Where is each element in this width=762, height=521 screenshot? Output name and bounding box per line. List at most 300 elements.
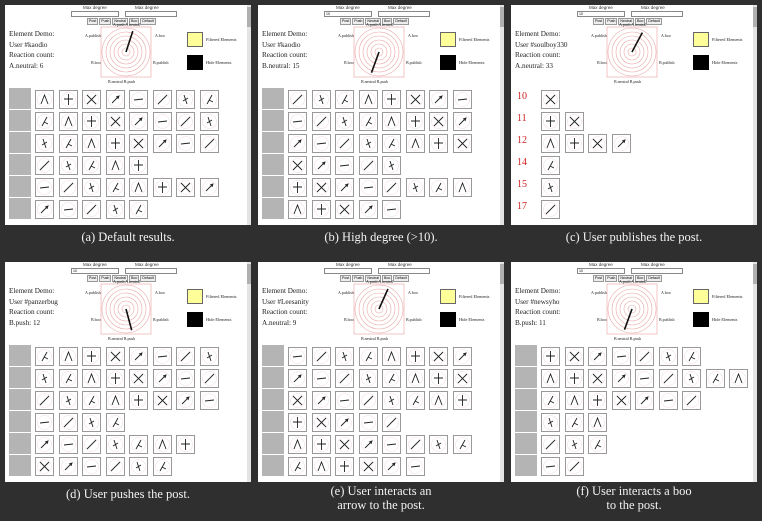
reaction-glyph-icon (60, 179, 77, 196)
reaction-glyph-cell[interactable] (359, 435, 378, 454)
reaction-glyph-cell[interactable] (312, 347, 331, 366)
hide-elements-swatch (187, 312, 203, 327)
reaction-glyph-icon (130, 436, 147, 453)
reaction-glyph-cell[interactable] (288, 457, 307, 476)
reaction-glyph-cell[interactable] (382, 200, 401, 219)
reaction-glyph-cell[interactable] (59, 347, 78, 366)
reaction-glyph-cell[interactable] (59, 457, 78, 476)
reaction-glyph-icon (683, 370, 700, 387)
reaction-glyph-cell[interactable] (129, 134, 148, 153)
grid-row (9, 345, 243, 367)
reaction-glyph-cell[interactable] (176, 178, 195, 197)
reaction-glyph-cell[interactable] (129, 369, 148, 388)
scrollbar[interactable] (500, 5, 504, 225)
filter-button-default[interactable]: Default (142, 276, 154, 280)
scrollbar[interactable] (753, 262, 757, 482)
scrollbar[interactable] (500, 262, 504, 482)
min-degree-input[interactable]: 10 (71, 268, 119, 274)
reaction-glyph-cell[interactable] (453, 112, 472, 131)
reaction-glyph-cell[interactable] (82, 134, 101, 153)
reaction-glyph-cell[interactable] (129, 90, 148, 109)
reaction-glyph-cell[interactable] (565, 347, 584, 366)
reaction-glyph-cell[interactable] (82, 156, 101, 175)
reaction-glyph-cell[interactable] (453, 134, 472, 153)
reaction-glyph-cell[interactable] (382, 413, 401, 432)
reaction-glyph-cell[interactable] (565, 369, 584, 388)
reaction-glyph-icon (383, 135, 400, 152)
grid-row (515, 132, 749, 154)
min-degree-input[interactable] (71, 11, 119, 17)
reaction-glyph-cell[interactable] (59, 178, 78, 197)
reaction-glyph-cell[interactable] (453, 347, 472, 366)
reaction-glyph-cell[interactable] (153, 391, 172, 410)
reaction-glyph-cell[interactable] (312, 156, 331, 175)
filter-button-default[interactable]: Default (648, 19, 660, 23)
reaction-glyph-cell[interactable] (406, 435, 425, 454)
max-degree-input[interactable] (125, 11, 177, 17)
filter-button-boo[interactable]: Boo (384, 19, 391, 23)
filter-button-default[interactable]: Default (395, 19, 407, 23)
reaction-glyph-cell[interactable] (588, 391, 607, 410)
filter-button-push[interactable]: Push (607, 19, 616, 23)
reaction-glyph-icon (454, 370, 471, 387)
max-degree-input[interactable] (378, 268, 430, 274)
reaction-glyph-cell[interactable] (288, 156, 307, 175)
filter-button-boo[interactable]: Boo (131, 19, 138, 23)
filter-button-post[interactable]: Post (595, 19, 603, 23)
filter-button-post[interactable]: Post (342, 276, 350, 280)
reaction-glyph-cell[interactable] (335, 112, 354, 131)
reaction-glyph-cell[interactable] (288, 413, 307, 432)
reaction-glyph-cell[interactable] (453, 90, 472, 109)
reaction-glyph-cell[interactable] (312, 90, 331, 109)
reaction-glyph-cell[interactable] (541, 156, 560, 175)
reaction-glyph-cell[interactable] (82, 457, 101, 476)
filter-button-neutral[interactable]: Neutral (620, 276, 632, 280)
reaction-glyph-cell[interactable] (541, 347, 560, 366)
reaction-glyph-cell[interactable] (129, 435, 148, 454)
reaction-glyph-cell[interactable] (588, 134, 607, 153)
reaction-glyph-cell[interactable] (82, 369, 101, 388)
reaction-glyph-cell[interactable] (200, 178, 219, 197)
max-degree-label: Max degree (641, 262, 665, 267)
reaction-glyph-cell[interactable] (635, 391, 654, 410)
reaction-glyph-cell[interactable] (335, 347, 354, 366)
max-degree-input[interactable] (631, 268, 683, 274)
filter-button-default[interactable]: Default (395, 276, 407, 280)
min-degree-input[interactable] (324, 268, 372, 274)
reaction-glyph-cell[interactable] (429, 347, 448, 366)
reaction-glyph-cell[interactable] (312, 178, 331, 197)
reaction-glyph-cell[interactable] (59, 369, 78, 388)
reaction-glyph-cell[interactable] (129, 156, 148, 175)
filter-button-default[interactable]: Default (142, 19, 154, 23)
reaction-glyph-cell[interactable] (588, 413, 607, 432)
reaction-glyph-cell[interactable] (359, 413, 378, 432)
reaction-glyph-cell[interactable] (106, 90, 125, 109)
reaction-glyph-icon (336, 91, 353, 108)
reaction-glyph-cell[interactable] (35, 435, 54, 454)
reaction-glyph-cell[interactable] (200, 112, 219, 131)
reaction-glyph-cell[interactable] (153, 90, 172, 109)
reaction-glyph-cell[interactable] (82, 200, 101, 219)
reaction-glyph-cell[interactable] (129, 112, 148, 131)
reaction-glyph-cell[interactable] (406, 178, 425, 197)
reaction-glyph-cell[interactable] (453, 369, 472, 388)
reaction-glyph-cell[interactable] (359, 391, 378, 410)
reaction-glyph-cell[interactable] (541, 134, 560, 153)
reaction-glyph-cell[interactable] (359, 200, 378, 219)
reaction-glyph-icon (60, 135, 77, 152)
reaction-glyph-cell[interactable] (106, 435, 125, 454)
reaction-glyph-icon (177, 348, 194, 365)
reaction-glyph-cell[interactable] (406, 90, 425, 109)
filter-button-post[interactable]: Post (595, 276, 603, 280)
reaction-glyph-cell[interactable] (82, 112, 101, 131)
reaction-glyph-cell[interactable] (35, 156, 54, 175)
reaction-glyph-cell[interactable] (312, 134, 331, 153)
reaction-glyph-cell[interactable] (200, 134, 219, 153)
reaction-glyph-cell[interactable] (59, 200, 78, 219)
reaction-glyph-cell[interactable] (541, 369, 560, 388)
reaction-glyph-cell[interactable] (382, 178, 401, 197)
reaction-glyph-cell[interactable] (82, 90, 101, 109)
reaction-glyph-cell[interactable] (406, 369, 425, 388)
filter-button-neutral[interactable]: Neutral (367, 276, 379, 280)
reaction-glyph-cell[interactable] (359, 90, 378, 109)
reaction-glyph-cell[interactable] (382, 391, 401, 410)
reaction-glyph-cell[interactable] (153, 178, 172, 197)
reaction-glyph-cell[interactable] (153, 457, 172, 476)
reaction-glyph-cell[interactable] (288, 200, 307, 219)
reaction-glyph-cell[interactable] (288, 134, 307, 153)
filter-button-push[interactable]: Push (607, 276, 616, 280)
reaction-glyph-cell[interactable] (359, 369, 378, 388)
filter-button-default[interactable]: Default (648, 276, 660, 280)
reaction-glyph-cell[interactable] (106, 200, 125, 219)
scrollbar[interactable] (247, 262, 251, 482)
reaction-glyph-cell[interactable] (382, 435, 401, 454)
reaction-glyph-cell[interactable] (59, 413, 78, 432)
radar-label-b-publish: B.publish (406, 60, 422, 65)
reaction-glyph-cell[interactable] (588, 347, 607, 366)
reaction-glyph-cell[interactable] (35, 90, 54, 109)
element-grid (9, 88, 243, 220)
filter-button-neutral[interactable]: Neutral (367, 19, 379, 23)
filter-button-neutral[interactable]: Neutral (620, 19, 632, 23)
reaction-glyph-cell[interactable] (382, 134, 401, 153)
reaction-glyph-cell[interactable] (153, 369, 172, 388)
filter-button-push[interactable]: Push (101, 276, 110, 280)
reaction-glyph-cell[interactable] (635, 347, 654, 366)
reaction-glyph-cell[interactable] (200, 369, 219, 388)
reaction-glyph-cell[interactable] (453, 178, 472, 197)
reaction-glyph-cell[interactable] (312, 391, 331, 410)
reaction-glyph-cell[interactable] (429, 391, 448, 410)
reaction-glyph-cell[interactable] (176, 391, 195, 410)
reaction-glyph-cell[interactable] (359, 178, 378, 197)
reaction-glyph-cell[interactable] (588, 369, 607, 388)
reaction-glyph-cell[interactable] (541, 457, 560, 476)
reaction-glyph-cell[interactable] (129, 347, 148, 366)
filter-button-boo[interactable]: Boo (384, 276, 391, 280)
reaction-glyph-cell[interactable] (35, 413, 54, 432)
reaction-glyph-cell[interactable] (382, 369, 401, 388)
reaction-glyph-cell[interactable] (335, 134, 354, 153)
reaction-glyph-cell[interactable] (406, 112, 425, 131)
min-degree-input[interactable]: 10 (324, 11, 372, 17)
filter-button-neutral[interactable]: Neutral (114, 19, 126, 23)
reaction-glyph-cell[interactable] (335, 391, 354, 410)
reaction-glyph-cell[interactable] (453, 435, 472, 454)
reaction-glyph-cell[interactable] (35, 347, 54, 366)
reaction-glyph-cell[interactable] (288, 178, 307, 197)
reaction-glyph-cell[interactable] (429, 178, 448, 197)
reaction-glyph-cell[interactable] (312, 435, 331, 454)
element-grid (262, 345, 496, 477)
reaction-glyph-cell[interactable] (635, 369, 654, 388)
reaction-glyph-cell[interactable] (35, 200, 54, 219)
filter-button-boo[interactable]: Boo (637, 276, 644, 280)
reaction-glyph-cell[interactable] (106, 112, 125, 131)
filter-button-push[interactable]: Push (101, 19, 110, 23)
reaction-glyph-icon (454, 135, 471, 152)
reaction-glyph-cell[interactable] (406, 457, 425, 476)
reaction-glyph-cell[interactable] (176, 435, 195, 454)
reaction-glyph-cell[interactable] (565, 435, 584, 454)
reaction-glyph-cell[interactable] (541, 391, 560, 410)
scrollbar[interactable] (753, 5, 757, 225)
reaction-glyph-cell[interactable] (541, 90, 560, 109)
element-demo-title: Element Demo: (9, 30, 55, 38)
reaction-glyph-cell[interactable] (129, 391, 148, 410)
reaction-glyph-icon (201, 113, 218, 130)
reaction-glyph-cell[interactable] (82, 391, 101, 410)
reaction-glyph-cell[interactable] (312, 112, 331, 131)
reaction-glyph-cell[interactable] (335, 156, 354, 175)
reaction-glyph-cell[interactable] (359, 457, 378, 476)
max-degree-input[interactable] (125, 268, 177, 274)
max-degree-input[interactable] (631, 11, 683, 17)
reaction-glyph-cell[interactable] (59, 112, 78, 131)
reaction-glyph-cell[interactable] (153, 347, 172, 366)
reaction-glyph-cell[interactable] (429, 90, 448, 109)
reaction-glyph-cell[interactable] (153, 134, 172, 153)
reaction-glyph-cell[interactable] (406, 391, 425, 410)
reaction-glyph-cell[interactable] (106, 347, 125, 366)
reaction-glyph-icon (383, 113, 400, 130)
reaction-glyph-cell[interactable] (82, 347, 101, 366)
reaction-glyph-cell[interactable] (35, 178, 54, 197)
reaction-glyph-icon (60, 113, 77, 130)
reaction-glyph-cell[interactable] (106, 156, 125, 175)
reaction-glyph-cell[interactable] (59, 156, 78, 175)
reaction-glyph-cell[interactable] (565, 391, 584, 410)
reaction-glyph-cell[interactable] (82, 435, 101, 454)
min-degree-input[interactable]: 10 (577, 268, 625, 274)
reaction-glyph-cell[interactable] (453, 391, 472, 410)
reaction-glyph-cell[interactable] (59, 134, 78, 153)
filter-button-post[interactable]: Post (342, 19, 350, 23)
reaction-glyph-cell[interactable] (382, 112, 401, 131)
reaction-glyph-cell[interactable] (288, 112, 307, 131)
reaction-glyph-cell[interactable] (312, 200, 331, 219)
reaction-glyph-cell[interactable] (59, 391, 78, 410)
reaction-glyph-cell[interactable] (288, 435, 307, 454)
filter-button-neutral[interactable]: Neutral (114, 276, 126, 280)
reaction-glyph-cell[interactable] (659, 369, 678, 388)
reaction-glyph-cell[interactable] (659, 391, 678, 410)
grid-row (262, 176, 496, 198)
reaction-glyph-cell[interactable] (312, 457, 331, 476)
reaction-glyph-cell[interactable] (706, 369, 725, 388)
reaction-glyph-cell[interactable] (288, 369, 307, 388)
reaction-glyph-cell[interactable] (200, 347, 219, 366)
reaction-glyph-icon (60, 392, 77, 409)
grid-row (262, 389, 496, 411)
reaction-glyph-cell[interactable] (429, 112, 448, 131)
reaction-glyph-cell[interactable] (288, 347, 307, 366)
reaction-glyph-cell[interactable] (359, 112, 378, 131)
reaction-glyph-cell[interactable] (59, 90, 78, 109)
reaction-glyph-cell[interactable] (612, 347, 631, 366)
reaction-glyph-cell[interactable] (200, 391, 219, 410)
reaction-glyph-icon (383, 91, 400, 108)
reaction-glyph-cell[interactable] (612, 369, 631, 388)
reaction-glyph-cell[interactable] (682, 347, 701, 366)
reaction-glyph-cell[interactable] (612, 134, 631, 153)
reaction-glyph-icon (383, 201, 400, 218)
reaction-glyph-icon (360, 179, 377, 196)
reaction-glyph-cell[interactable] (335, 178, 354, 197)
reaction-glyph-cell[interactable] (406, 347, 425, 366)
reaction-glyph-cell[interactable] (682, 369, 701, 388)
reaction-glyph-cell[interactable] (541, 178, 560, 197)
reaction-glyph-cell[interactable] (288, 391, 307, 410)
reaction-glyph-cell[interactable] (335, 200, 354, 219)
reaction-glyph-icon (154, 135, 171, 152)
min-degree-input[interactable]: 10 (577, 11, 625, 17)
reaction-glyph-cell[interactable] (35, 391, 54, 410)
reaction-glyph-cell[interactable] (200, 90, 219, 109)
radar-label-bottom: B.neutral B.push (108, 79, 135, 84)
reaction-glyph-cell[interactable] (359, 134, 378, 153)
reaction-glyph-icon (154, 436, 171, 453)
reaction-glyph-icon (107, 157, 124, 174)
reaction-glyph-cell[interactable] (382, 457, 401, 476)
reaction-glyph-cell[interactable] (659, 347, 678, 366)
reaction-glyph-cell[interactable] (541, 413, 560, 432)
reaction-glyph-cell[interactable] (312, 369, 331, 388)
reaction-glyph-icon (313, 157, 330, 174)
reaction-glyph-cell[interactable] (176, 369, 195, 388)
reaction-glyph-icon (60, 201, 77, 218)
reaction-glyph-cell[interactable] (288, 90, 307, 109)
reaction-glyph-cell[interactable] (359, 156, 378, 175)
reaction-glyph-cell[interactable] (35, 457, 54, 476)
reaction-glyph-cell[interactable] (541, 112, 560, 131)
reaction-glyph-cell[interactable] (335, 369, 354, 388)
reaction-glyph-cell[interactable] (335, 457, 354, 476)
reaction-glyph-cell[interactable] (106, 413, 125, 432)
filter-button-post[interactable]: Post (89, 19, 97, 23)
reaction-glyph-cell[interactable] (382, 90, 401, 109)
reaction-glyph-cell[interactable] (335, 413, 354, 432)
reaction-glyph-cell[interactable] (59, 435, 78, 454)
reaction-glyph-cell[interactable] (729, 369, 748, 388)
reaction-glyph-cell[interactable] (382, 156, 401, 175)
reaction-glyph-cell[interactable] (82, 178, 101, 197)
reaction-glyph-cell[interactable] (129, 457, 148, 476)
reaction-glyph-icon (83, 135, 100, 152)
radar-label-a-publish: A.publish (85, 33, 101, 38)
reaction-glyph-cell[interactable] (176, 112, 195, 131)
filter-button-post[interactable]: Post (89, 276, 97, 280)
reaction-glyph-cell[interactable] (565, 134, 584, 153)
reaction-glyph-cell[interactable] (335, 435, 354, 454)
reaction-glyph-cell[interactable] (612, 391, 631, 410)
reaction-glyph-cell[interactable] (35, 369, 54, 388)
reaction-glyph-cell[interactable] (312, 413, 331, 432)
reaction-glyph-icon (107, 370, 124, 387)
radar-label-b-boo: B.boo (91, 317, 101, 322)
reaction-glyph-cell[interactable] (129, 178, 148, 197)
max-degree-input[interactable] (378, 11, 430, 17)
reaction-glyph-cell[interactable] (429, 369, 448, 388)
reaction-glyph-cell[interactable] (106, 369, 125, 388)
reaction-glyph-icon (636, 370, 653, 387)
reaction-glyph-cell[interactable] (565, 112, 584, 131)
reaction-glyph-cell[interactable] (35, 134, 54, 153)
reaction-glyph-cell[interactable] (82, 413, 101, 432)
reaction-glyph-cell[interactable] (682, 391, 701, 410)
reaction-glyph-icon (154, 370, 171, 387)
reaction-glyph-icon (589, 392, 606, 409)
reaction-glyph-icon (430, 113, 447, 130)
filter-button-push[interactable]: Push (354, 19, 363, 23)
reaction-glyph-cell[interactable] (406, 134, 425, 153)
filter-button-push[interactable]: Push (354, 276, 363, 280)
reaction-glyph-cell[interactable] (176, 347, 195, 366)
reaction-glyph-cell[interactable] (541, 200, 560, 219)
reaction-glyph-cell[interactable] (541, 435, 560, 454)
reaction-glyph-cell[interactable] (335, 90, 354, 109)
reaction-glyph-cell[interactable] (153, 112, 172, 131)
reaction-glyph-cell[interactable] (565, 457, 584, 476)
filter-button-boo[interactable]: Boo (637, 19, 644, 23)
reaction-glyph-cell[interactable] (106, 391, 125, 410)
reaction-glyph-cell[interactable] (429, 435, 448, 454)
reaction-glyph-cell[interactable] (35, 112, 54, 131)
reaction-glyph-icon (542, 113, 559, 130)
reaction-glyph-cell[interactable] (588, 435, 607, 454)
reaction-glyph-cell[interactable] (129, 200, 148, 219)
reaction-glyph-icon (542, 135, 559, 152)
reaction-glyph-cell[interactable] (106, 134, 125, 153)
reaction-glyph-cell[interactable] (106, 457, 125, 476)
reaction-glyph-cell[interactable] (176, 90, 195, 109)
reaction-glyph-cell[interactable] (106, 178, 125, 197)
reaction-glyph-cell[interactable] (382, 347, 401, 366)
reaction-glyph-cell[interactable] (429, 134, 448, 153)
filter-button-boo[interactable]: Boo (131, 276, 138, 280)
reaction-glyph-cell[interactable] (565, 413, 584, 432)
reaction-glyph-cell[interactable] (359, 347, 378, 366)
scrollbar[interactable] (247, 5, 251, 225)
reaction-glyph-cell[interactable] (153, 435, 172, 454)
reaction-glyph-icon (336, 348, 353, 365)
reaction-glyph-cell[interactable] (176, 134, 195, 153)
